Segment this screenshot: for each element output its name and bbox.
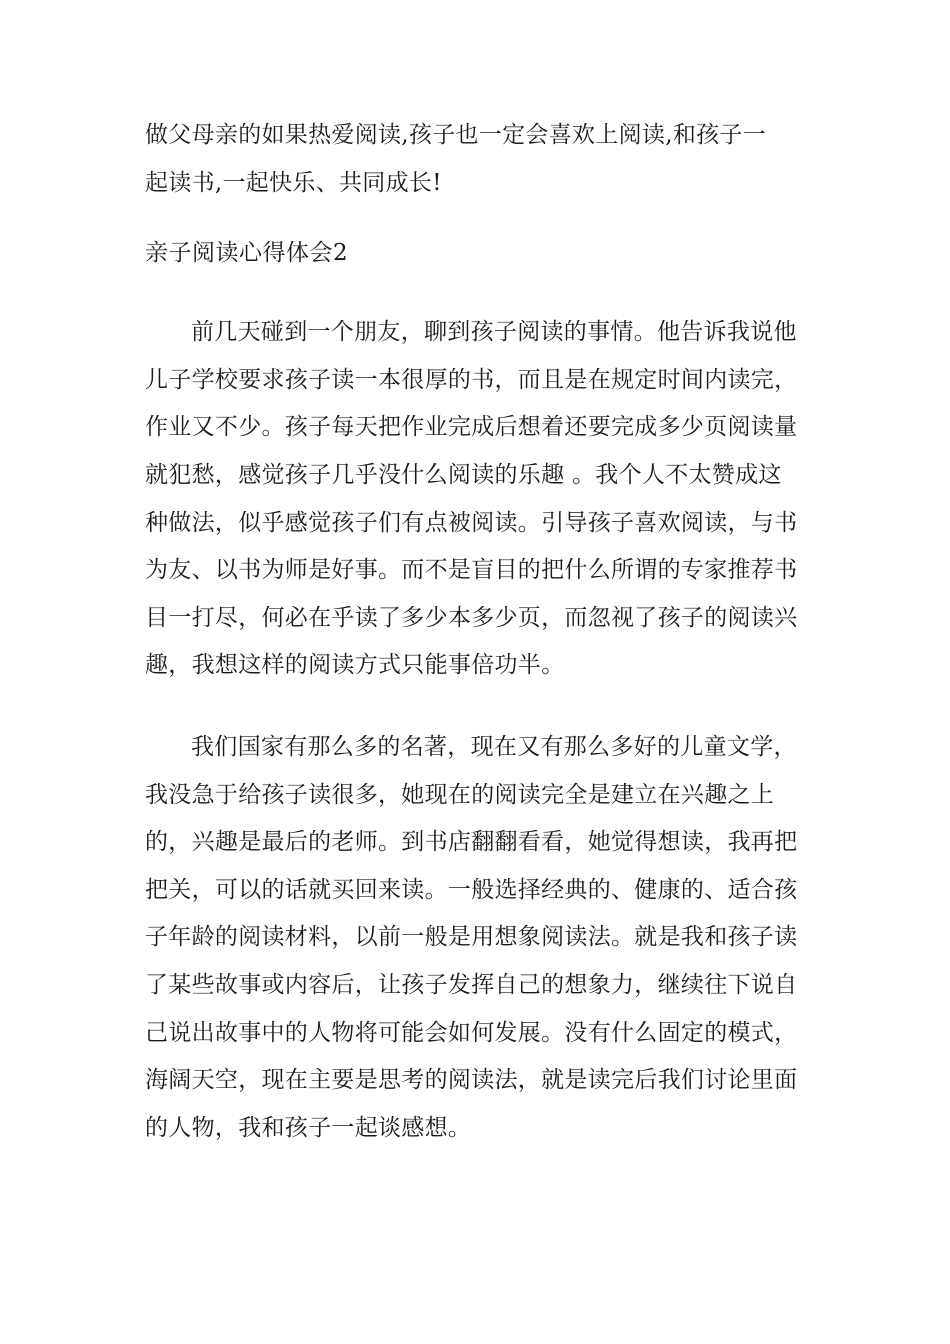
text-line: 作业又不少。孩子每天把作业完成后想着还要完成多少页阅读量 — [145, 414, 798, 441]
intro-paragraph — [145, 112, 810, 207]
text-line: 的人物，我和孩子一起谈感想。 — [145, 1114, 472, 1141]
text-line: 为友、以书为师是好事。而不是盲目的把什么所谓的专家推荐书 — [145, 557, 798, 584]
document-page — [145, 112, 810, 1152]
text-line: 己说出故事中的人物将可能会如何发展。没有什么固定的模式， — [145, 1019, 798, 1046]
text-line: 就犯愁，感觉孩子几乎没什么阅读的乐趣 。我个人不太赞成这 — [145, 461, 782, 488]
text-line: 做父母亲的如果热爱阅读,孩子也一定会喜欢上阅读,和孩子一 — [145, 122, 767, 148]
text-line: 种做法，似乎感觉孩子们有点被阅读。引导孩子喜欢阅读，与书 — [145, 509, 798, 536]
text-line: 海阔天空，现在主要是思考的阅读法，就是读完后我们讨论里面 — [145, 1067, 798, 1094]
text-line: 的，兴趣是最后的老师。到书店翻翻看看，她觉得想读，我再把 — [145, 829, 798, 856]
text-line: 儿子学校要求孩子读一本很厚的书，而且是在规定时间内读完， — [145, 366, 798, 393]
text-line: 我们国家有那么多的名著，现在又有那么多好的儿童文学， — [191, 733, 797, 760]
text-line: 起读书,一起快乐、共同成长! — [145, 169, 442, 196]
text-line: 把关，可以的话就买回来读。一般选择经典的、健康的、适合孩 — [145, 876, 798, 903]
text-line: 趣，我想这样的阅读方式只能事倍功半。 — [145, 652, 565, 679]
section-heading: 亲子阅读心得体会2 — [145, 240, 349, 267]
text-line: 我没急于给孩子读很多，她现在的阅读完全是建立在兴趣之上 — [145, 781, 775, 808]
body-paragraph-2 — [145, 724, 810, 1152]
text-line: 子年龄的阅读材料，以前一般是用想象阅读法。就是我和孩子读 — [145, 924, 798, 951]
text-line: 目一打尽，何必在乎读了多少本多少页，而忽视了孩子的阅读兴 — [145, 604, 798, 631]
text-line: 前几天碰到一个朋友，聊到孩子阅读的事情。他告诉我说他 — [191, 319, 797, 346]
text-line: 了某些故事或内容后，让孩子发挥自己的想象力，继续往下说自 — [145, 971, 798, 998]
body-paragraph-1 — [145, 309, 810, 690]
